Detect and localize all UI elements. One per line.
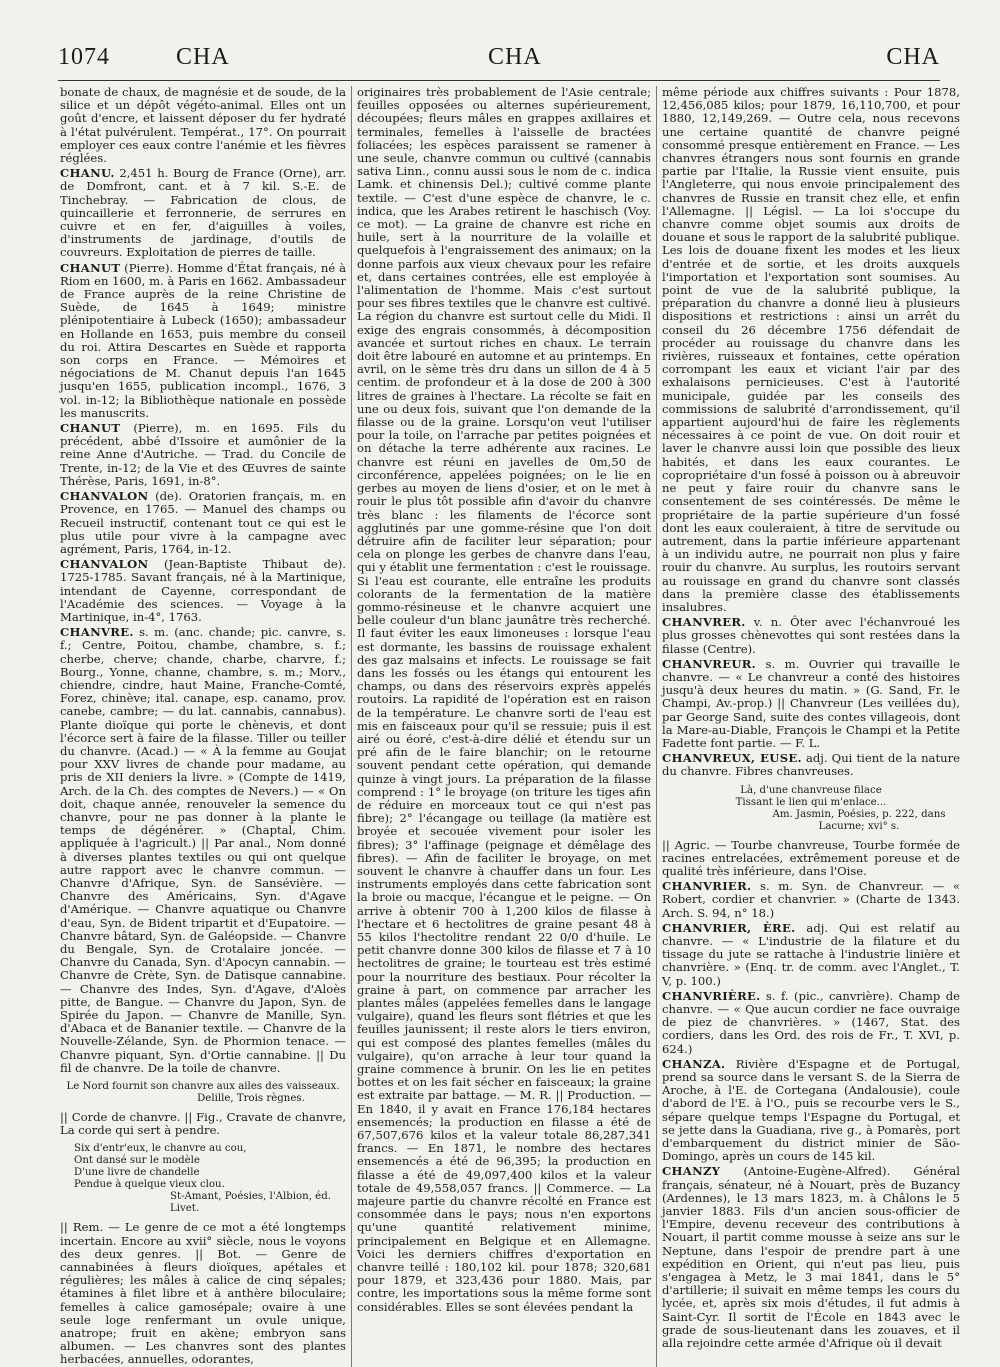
verse-line: Tissant le lien qui m'enlace... [735, 796, 887, 808]
entry-text: v. n. Ôter avec l'échanvroué les plus grosses chènevottes qui sont restées dans la filasse (Centre). [662, 615, 960, 656]
verse-line: Le Nord fournit son chanvre aux ailes des vaisseaux. [66, 1081, 340, 1093]
dictionary-entry [662, 1058, 960, 1164]
entry-text: originaires très probablement de l'Asie centrale; feuilles opposées ou alternes supérieurement, découpées; fleurs mâles en grappes axillaires et terminales, femelles à l'aisselle de bractées foliacées; les espèces paraissent se ramener à une seule, chanvre commun ou cultivé (cannabis sativa Linn., connu aussi sous le nom de c. indica Lamk. et chinensis Del.); cultivé comme plante textile. — C'est d'une espèce de chanvre, le c. indica, que les Arabes retirent le haschisch (Voy. ce mot). — La graine de chanvre est riche en huile, sert à la nourriture de la volaille et quelquefois à l'engraissement des animaux; on la donne parfois aux vieux chevaux pour les refaire et, dans certaines contrées, elle est employée à l'alimentation de l'homme. Mais c'est surtout pour ses fibres textiles que le chanvre est cultivé. La région du chanvre est surtout celle du Midi. Il exige des engrais consommés, à décomposition avancée et surtout riches en chaux. Le terrain doit être labouré en automne et au printemps. En avril, on le sème très dru dans un sillon de 4 à 5 centim. de profondeur et à la dose de 200 à 300 litres de graines à l'hectare. La récolte se fait en une ou deux fois, suivant que l'on demande de la filasse ou de la graine. Lorsqu'on veut l'utiliser pour la toile, on l'arrache par petites poignées et on détache la terre adhérente aux racines. Le chanvre est réuni en javelles de 0m,50 de circonférence, appelées poignées; on le lie en gerbes au moyen de liens d'osier, et on le met à rouir le plus tôt possible afin d'avoir du chanvre très blanc : les filaments de l'écorce sont agglutinés par une gomme-résine que l'on doit détruire afin de faciliter leur séparation; pour cela on plonge les gerbes de chanvre dans l'eau, qui y établit une fermentation : c'est le rouissage. Si l'eau est courante, elle entraîne les produits colorants de la fermentation de la matière gommo-résineuse et le chanvre acquiert une belle couleur d'un blanc jaunâtre très recherché. Il faut éviter les eaux limoneuses : lorsque l'eau est dormante, les bassins de rouissage exhalent des gaz malsains et infects. Le rouissage se fait dans les fossés ou les étangs qui entourent les champs, ou dans des réservoirs exprès appelés routoirs. La rapidité de l'opération est en raison de la température. Le chanvre sorti de l'eau est mis en faisceaux pour qu'il se ressuie; puis il est airé ou éoré, c'est-à-dire délié et étendu sur un pré afin de le faire blanchir; on le retourne souvent pendant cette opération, qui demande quinze à vingt jours. La préparation de la filasse comprend : 1° le broyage (on triture les tiges afin de réduire en morceaux tout ce qui n'est pas fibre); 2° l'écangage ou teillage (la matière est broyée et secouée vivement pour isoler les fibres); 3° l'affinage (peignage et démêlage des fibres). — Afin de faciliter le broyage, on met souvent le chanvre à chauffer dans un four. Les instruments employés dans cette fabrication sont la broie ou macque, l'écangue et le peigne. — On arrive à obtenir 700 à 1,200 kilos de filasse à l'hectare et 6 hectolitres de graine pesant 48 à 55 kilos l'hectolitre rendant 22 0/0 d'huile. Le petit chanvre donne 300 kilos de filasse et 7 à 10 hectolitres de graine; le tourteau est très estimé pour la nourriture des bestiaux. Pour récolter la graine à part, on commence par arracher les plantes mâles (appelées femelles dans le langage vulgaire), quand les fleurs sont flétries et que les feuilles jaunissent; il reste alors le tiers environ, qui est composé des plantes femelles (mâles du vulgaire), qu'on arrache à leur tour quand la graine commence à brunir. On les lie en petites bottes et on les fait sécher en faisceaux; la graine est extraite par battage. — M. R. || Production. — En 1840, il y avait en France 176,184 hectares ensemencés; la production en filasse a été de 67,507,676 kilos et la valeur totale 86,287,341 francs. — En 1871, le nombre des hectares ensemencés a été de 96,395; la production en filasse a été de 49,097,400 kilos et la valeur totale de 49,558,057 francs. || Commerce. — La majeure partie du chanvre récolté en France est consommée dans le pays; nous n'en exportons qu'une quantité relativement minime, principalement en Belgique et en Allemagne. Voici les derniers chiffres d'exportation en chanvre teillé : 180,102 kil. pour 1878; 320,681 pour 1879, et 323,436 pour 1880. Mais, par contre, les importations sous la même forme sont considérables. Elles se sont élevées pendant la [357, 85, 651, 1314]
verse-line: Ont dansé sur le modèle [74, 1155, 200, 1167]
dictionary-entry [662, 880, 960, 920]
verse-line: Là, d'une chanvreuse filace [740, 784, 882, 796]
entry-headword: CHANVRIER. [662, 879, 752, 894]
verse-line: Six d'entr'eux, le chanvre au cou, [74, 1143, 247, 1155]
dictionary-entry [60, 167, 346, 259]
entry-text: adj. Qui est relatif au chanvre. — « L'industrie de la filature et du tissage du jute se rattache à l'industrie linière et chanvrière. » (Enq. tr. de comm. avec l'Anglet., T. V, p. 100.) [662, 920, 960, 988]
entry-text: adj. Qui tient de la nature du chanvre. Fibres chanvreuses. [662, 751, 960, 779]
column-3 [662, 86, 960, 1367]
entry-headword: CHANU. [60, 166, 115, 181]
running-head-left: CHA [176, 44, 230, 70]
dictionary-entry [662, 922, 960, 988]
entry-headword: CHANVREUX, EUSE. [662, 751, 802, 766]
text-columns [60, 85, 960, 1367]
entry-text: || Agric. — Tourbe chanvreuse, Tourbe formée de racines entrelacées, extrêmement poreuse et de qualité très inférieure, dans l'Oise. [662, 837, 960, 878]
entry-headword: CHANZA. [662, 1056, 726, 1071]
page-number: 1074 [58, 44, 110, 70]
entry-headword: CHANUT [60, 421, 121, 436]
entry-text: (Pierre), m. en 1695. Fils du précédent, abbé d'Issoire et aumônier de la reine Anne d'Autriche. — Trad. du Concile de Trente, in-12; de la Vie et des Œuvres de sainte Thérèse, Paris, 1691, in-8°. [60, 421, 346, 488]
entry-headword: CHANVRER. [662, 615, 746, 630]
entry-text: s. m. (anc. chande; pic. canvre, s. f.; Centre, Poitou, chambe, chambre, s. f.; cherbe, cherve; chande, charbe, charvre, f.; Bourg., Yonne, channe, chambre, s. m.; Morv., chiendre, cindre, haut Maine, Franche-Comté, Forez, chinève; ital. canape, esp. canamo, prov. canebe, cambre; — du lat. cannabis, cannabus). Plante dioïque qui porte le chènevis, et dont l'écorce sert à faire de la filasse. Tiller ou teiller du chanvre. (Acad.) — « À la femme au Goujat pour XXV livres de chande pour madame, au pris de XII deniers la livre. » (Compte de 1419, Arch. de la Ch. des comptes de Nevers.) — « On doit, chaque année, renouveler la semence du chanvre, pour ne pas donner à la plante le temps de dégénérer. » (Chaptal, Chim. appliquée à l'agricult.) || Par anal., Nom donné à diverses plantes textiles ou qui ont quelque autre rapport avec le chanvre commun. — Chanvre d'Afrique, Syn. de Sansévière. — Chanvre des Américains, Syn. d'Agave d'Amérique. — Chanvre aquatique ou Chanvre d'eau, Syn. de Bident tripartit et d'Eupatoire. — Chanvre bâtard, Syn. de Galéopside. — Chanvre du Bengale, Syn. de Crotalaire joncée. — Chanvre du Canada, Syn. d'Apocyn cannabin. — Chanvre de Crète, Syn. de Datisque cannabine. — Chanvre des Indes, Syn. d'Agave, d'Aloès pitte, de Bangue. — Chanvre du Japon, Syn. de Spirée du Japon. — Chanvre de Manille, Syn. d'Abaca et de Bananier textile. — Chanvre de la Nouvelle-Zélande, Syn. de Phormion tenace. — Chanvre piquant, Syn. d'Ortie cannabine. || Du fil de chanvre. De la toile de chanvre. [60, 625, 346, 1075]
entry-text: s. m. Syn. de Chanvreur. — « Robert, cordier et chanvrier. » (Charte de 1343. Arch. S. 94, n° 18.) [662, 879, 960, 920]
verse-line: Pendue à quelque vieux clou. [74, 1179, 225, 1191]
text-paragraph [662, 839, 960, 879]
entry-text: s. m. Ouvrier qui travaille le chanvre. — « Le chanvreur a conté des histoires jusqu'à deux heures du matin. » (G. Sand, Fr. le Champi, Av.-prop.) || Chanvreur (Les veillées du), par George Sand, suite des contes villageois, dont la Mare-au-Diable, François le Champi et la Petite Fadette font partie. — F. L. [662, 656, 960, 750]
verse-line: D'une livre de chandelle [74, 1167, 200, 1179]
verse-quotation [60, 1081, 346, 1105]
dictionary-entry [60, 262, 346, 420]
verse-quotation [662, 785, 960, 833]
text-paragraph [60, 1221, 346, 1366]
entry-text: (Jean-Baptiste Thibaut de). 1725-1785. Savant français, né à la Martinique, intendant de Cayenne, correspondant de l'Académie des sciences. — Voyage à la Martinique, in-4°, 1763. [60, 557, 346, 624]
entry-text: (de). Oratorien français, m. en Provence, en 1765. — Manuel des champs ou Recueil instructif, contenant tout ce qui est le plus utile pour vivre à la campagne avec agrément, Paris, 1764, in-12. [60, 489, 346, 556]
entry-text: || Corde de chanvre. || Fig., Cravate de chanvre, La corde qui sert à pendre. [60, 1110, 346, 1138]
text-paragraph [60, 86, 346, 165]
dictionary-entry [662, 752, 960, 778]
entry-text: Rivière d'Espagne et de Portugal, prend sa source dans le versant S. de la Sierra de Aroche, à l'E. de Cortegana (Andalousie), coule d'abord de l'E. à l'O., puis se recourbe vers le S., sépare quelque temps l'Espagne du Portugal, et se jette dans la Guadiana, rive g., à Pomarès, port d'embarquement du district minier de São-Domingo, après un cours de 145 kil. [662, 1056, 960, 1164]
verse-quotation [60, 1143, 346, 1215]
text-paragraph [357, 86, 651, 1314]
entry-text: (Pierre). Homme d'État français, né à Riom en 1600, m. à Paris en 1662. Ambassadeur de France auprès de la reine Christine de Suède, de 1645 à 1649; ministre plénipotentiaire à Lubeck (1650); ambassadeur en Hollande en 1653, puis membre du conseil du roi. Attira Descartes en Suède et rapporta son corps en France. — Mémoires et négociations de M. Chanut depuis l'an 1645 jusqu'en 1655, publication incompl., 1676, 3 vol. in-12; la Bibliothèque nationale en possède les manuscrits. [60, 260, 346, 420]
entry-text: 2,451 h. Bourg de France (Orne), arr. de Domfront, cant. et à 7 kil. S.-E. de Tinchebray. — Fabrication de clous, de quincaillerie et ferronnerie, de serrures en cuivre et en fer, d'aiguilles à voiles, d'instruments de jardinage, d'outils de couvreurs. Exploitation de pierres de taille. [60, 166, 346, 260]
entry-headword: CHANZY [662, 1164, 721, 1179]
entry-headword: CHANVALON [60, 489, 149, 504]
column-1 [60, 86, 346, 1367]
entry-text: (Antoine-Eugène-Alfred). Général français, sénateur, né à Nouart, près de Buzancy (Ardennes), le 13 mars 1823, m. à Châlons le 5 janvier 1883. Fils d'un ancien sous-officier de l'Empire, devenu receveur des contributions à Nouart, il partit comme mousse à seize ans sur le Neptune, dans l'espoir de prendre part à une expédition en Orient, qui n'eut pas lieu, puis s'engagea à Metz, le 3 mai 1841, dans le 5° d'artillerie; il suivait en même temps les cours du lycée, et, après six mois d'études, il fut admis à Saint-Cyr. Il sortit de l'École en 1843 avec le grade de sous-lieutenant dans les zouaves, et il alla rejoindre cette armée d'Afrique où il devait [662, 1164, 960, 1351]
running-head [58, 44, 940, 78]
column-2 [357, 86, 651, 1367]
entry-headword: CHANVREUR. [662, 656, 757, 671]
dictionary-entry [662, 1165, 960, 1350]
dictionary-entry [60, 558, 346, 624]
entry-text: même période aux chiffres suivants : Pour 1878, 12,456,085 kilos; pour 1879, 16,110,700, et pour 1880, 12,149,269. — Outre cela, nous recevons une certaine quantité de chanvre peigné consommé presque entièrement en France. — Les chanvres étrangers nous sont fournis en grande partie par l'Italie, la Russie vient ensuite, puis l'Angleterre, qui nous envoie principalement des chanvres de Russie en transit chez elle, et enfin l'Allemagne. || Législ. — La loi s'occupe du chanvre comme objet soumis aux droits de douane et sous le rapport de la salubrité publique. Les lois de douane fixent les modes et les lieux d'entrée et de sortie, et les droits auxquels l'importation et l'exportation sont soumises. Au point de vue de la salubrité publique, la préparation du chanvre a donné lieu à plusieurs dispositions et restrictions : ainsi un arrêt du conseil du 26 décembre 1756 défendait de procéder au rouissage du chanvre dans les rivières, ruisseaux et fontaines, cette opération corrompant les eaux et viciant l'air par des exhalaisons pernicieuses. C'est à l'autorité municipale, guidée par les conseils des commissions de salubrité d'arrondissement, qu'il appartient aujourd'hui de faire les règlements nécessaires à ce point de vue. On doit rouir et laver le chanvre aussi loin que possible des lieux habités, et dans les eaux courantes. Le copropriétaire d'un fossé à poisson ou à abreuvoir ne peut y faire rouir du chanvre sans le consentement de ses cointéressés. De même le propriétaire de la partie supérieure d'un fossé dont les eaux couleraient, à titre de servitude ou autrement, dans la partie inférieure appartenant à un individu autre, ne pourrait non plus y faire rouir du chanvre. Au surplus, les routoirs servant au rouissage en grand du chanvre sont classés dans la première classe des établissements insalubres. [662, 85, 960, 614]
dictionary-entry [60, 490, 346, 556]
entry-text: || Rem. — Le genre de ce mot a été longtemps incertain. Encore au xvii° siècle, nous le voyons des deux genres. || Bot. — Genre de cannabinées à fleurs dioïques, apétales et régulières; les mâles à calice de cinq sépales; étamines à filet libre et à anthère biloculaire; femelles à calice gamosépale; ovaire à une seule loge renfermant un ovule unique, anatrope; fruit en akène; embryon sans albumen. — Les chanvres sont des plantes herbacées, annuelles, odorantes, [60, 1220, 346, 1367]
entry-headword: CHANVRIER, ÈRE. [662, 920, 796, 935]
text-paragraph [662, 86, 960, 614]
entry-headword: CHANVRIÈRE. [662, 988, 761, 1003]
entry-text: bonate de chaux, de magnésie et de soude, de la silice et un dépôt végéto-animal. Elles ont un goût d'encre, et laissent déposer du fer hydraté à l'état pulvérulent. Températ., 17°. On pourrait employer ces eaux contre l'anémie et les fièvres réglées. [60, 85, 346, 166]
dictionary-entry [662, 990, 960, 1056]
entry-headword: CHANUT [60, 260, 121, 275]
column-divider [351, 86, 352, 1367]
dictionary-entry [60, 422, 346, 488]
verse-source: Am. Jasmin, Poésies, p. 222, dans Lacurne; xvi° s. [772, 808, 946, 832]
dictionary-entry [662, 616, 960, 656]
column-divider [656, 86, 657, 1367]
entry-text: s. f. (pic., canvrière). Champ de chanvre. — « Que aucun cordier ne face ouvraige de piez de chanvrières. » (1467, Stat. des cordiers, dans les Ord. des rois de Fr., T. XVI, p. 624.) [662, 988, 960, 1056]
text-paragraph [60, 1111, 346, 1137]
entry-headword: CHANVRE. [60, 625, 134, 640]
header-rule [58, 80, 940, 81]
entry-headword: CHANVALON [60, 557, 149, 572]
dictionary-entry [662, 658, 960, 750]
verse-source: St-Amant, Poésies, l'Albion, éd. Livet. [170, 1191, 331, 1215]
verse-source: Delille, Trois règnes. [197, 1093, 305, 1105]
dictionary-entry [60, 626, 346, 1075]
running-head-center: CHA [488, 44, 542, 70]
running-head-right: CHA [886, 44, 940, 70]
